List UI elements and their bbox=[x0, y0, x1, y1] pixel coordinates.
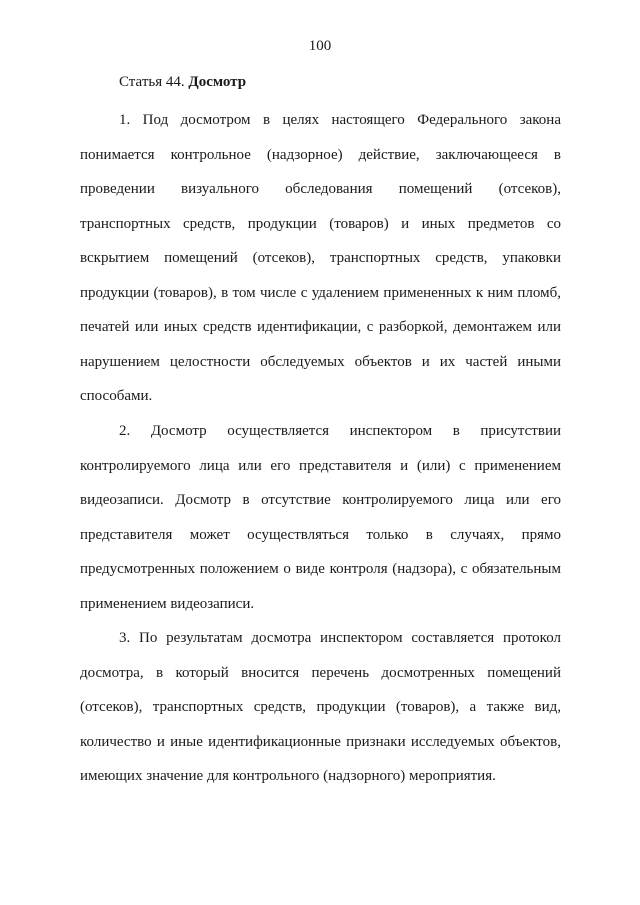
paragraph-1: 1. Под досмотром в целях настоящего Федерального закона понимается контрольное (надзорное) действие, заключающееся в проведении визуального обследования помещений (отсеков), транспортных средств, продукции (товаров) и иных предметов со вскрытием помещений (отсеков), транспортных средств, упаковки продукции (товаров), в том числе с удалением примененных к ним пломб, печатей или иных средств идентификации, с разборкой, демонтажем или нарушением целостности обследуемых объектов и их частей иными способами. bbox=[80, 112, 561, 404]
page-number: 100 bbox=[308, 38, 332, 54]
article-label: Статья 44. bbox=[119, 74, 185, 90]
paragraph-2: 2. Досмотр осуществляется инспектором в присутствии контролируемого лица или его представителя и (или) с применением видеозаписи. Досмотр в отсутствие контролируемого лица или его представителя может осуществляться только в случаях, прямо предусмотренных положением о виде контроля (надзора), с обязательным применением видеозаписи. bbox=[80, 423, 561, 612]
article-heading bbox=[119, 74, 246, 91]
article-title: Досмотр bbox=[188, 74, 247, 90]
paragraph-3: 3. По результатам досмотра инспектором составляется протокол досмотра, в который вносится перечень досмотренных помещений (отсеков), транспортных средств, продукции (товаров), а также вид, количество и иные идентификационные признаки исследуемых объектов, имеющих значение для контрольного (надзорного) мероприятия. bbox=[80, 630, 561, 784]
